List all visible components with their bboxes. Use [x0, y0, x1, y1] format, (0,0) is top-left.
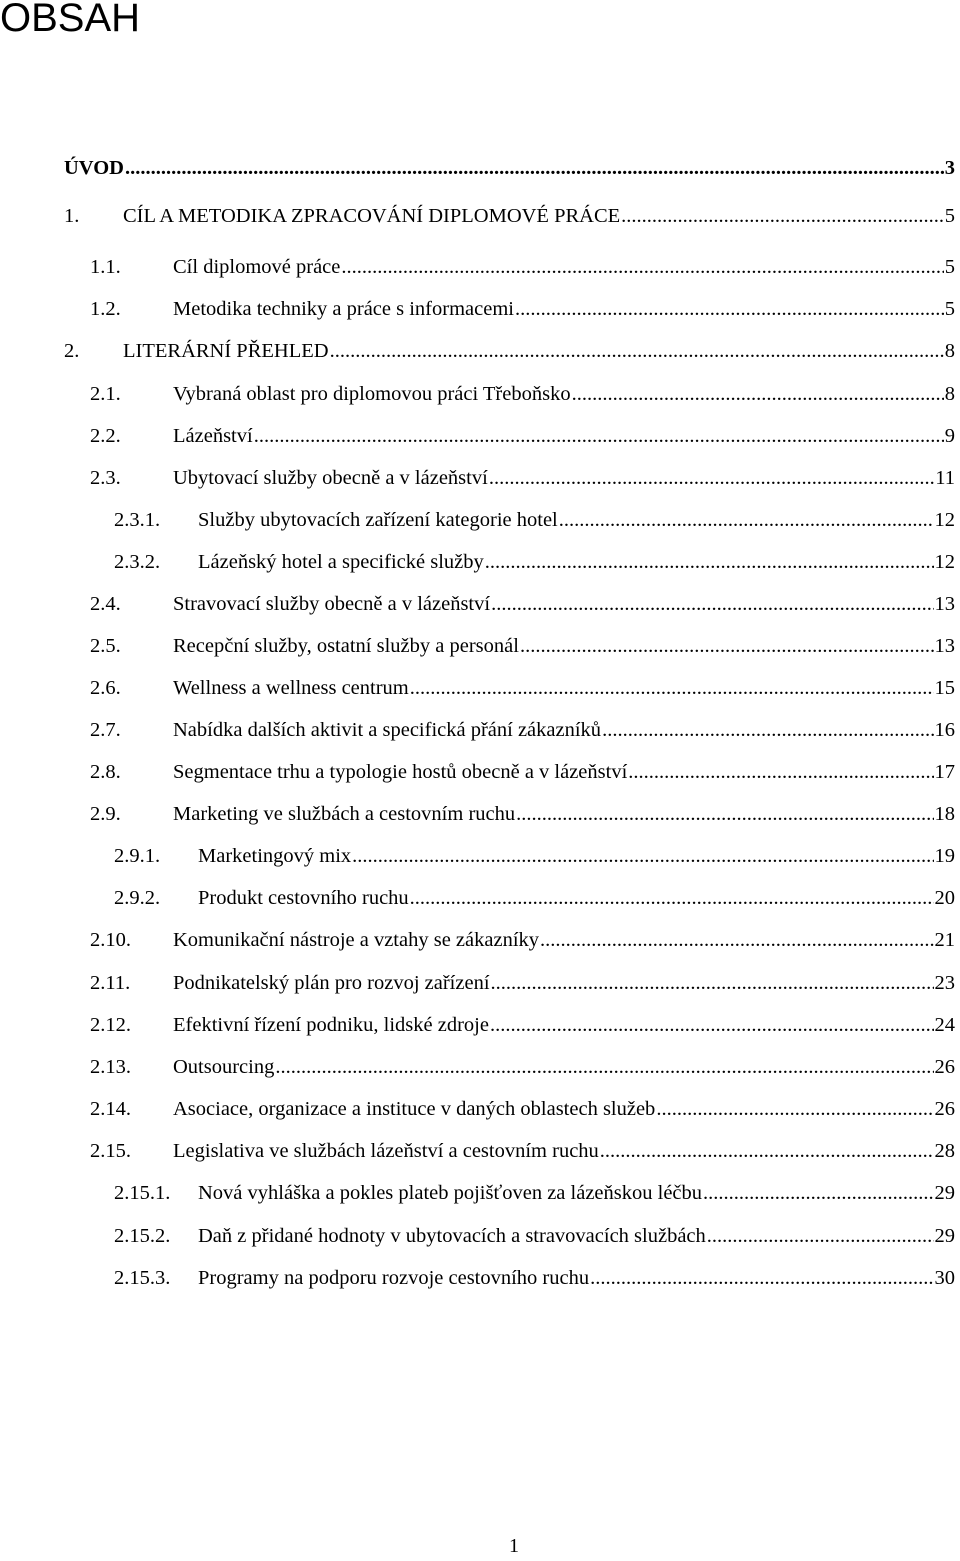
toc-entry[interactable] — [90, 799, 955, 829]
toc-entry-page: 9 — [944, 425, 955, 447]
toc-entry-title: Legislativa ve službách lázeňství a cestovním ruchu — [173, 1140, 599, 1162]
toc-entry-title: Nabídka dalších aktivit a specifická přání zákazníků — [173, 719, 602, 741]
toc-entry-title: Cíl diplomové práce — [173, 256, 341, 278]
toc-entry-page: 26 — [934, 1098, 955, 1120]
toc-leader-dots — [330, 336, 944, 366]
toc-entry-page: 13 — [934, 635, 955, 657]
toc-entry-page: 15 — [934, 677, 955, 699]
toc-entry-title: Outsourcing — [173, 1056, 275, 1078]
toc-entry[interactable] — [90, 968, 955, 998]
toc-leader-dots — [559, 505, 934, 535]
toc-entry-number: 2.1. — [90, 383, 121, 405]
toc-leader-dots — [516, 799, 933, 829]
toc-entry-page: 5 — [944, 205, 955, 227]
toc-entry-page: 18 — [934, 803, 955, 825]
toc-leader-dots — [628, 757, 933, 787]
toc-entry[interactable] — [90, 294, 955, 324]
toc-entry-page: 3 — [944, 157, 955, 179]
toc-entry-number: 2.8. — [90, 761, 121, 783]
toc-entry[interactable] — [114, 505, 955, 535]
toc-entry-title: Efektivní řízení podniku, lidské zdroje — [173, 1014, 489, 1036]
toc-entry-page: 21 — [934, 929, 955, 951]
toc-entry-number: 2.15.1. — [114, 1182, 171, 1204]
toc-leader-dots — [491, 968, 934, 998]
toc-entry-number: 2.11. — [90, 972, 131, 994]
toc-entry-page: 5 — [944, 256, 955, 278]
toc-leader-dots — [254, 421, 944, 451]
toc-entry-number: 2.15.2. — [114, 1225, 171, 1247]
toc-entry[interactable] — [90, 715, 955, 745]
toc-entry[interactable] — [90, 925, 955, 955]
toc-leader-dots — [600, 1136, 934, 1166]
toc-entry[interactable] — [114, 1263, 955, 1293]
toc-entry-number: 2.10. — [90, 929, 131, 951]
toc-entry-number: 1. — [64, 205, 80, 227]
toc-entry[interactable] — [90, 1136, 955, 1166]
toc-leader-dots — [520, 631, 934, 661]
toc-leader-dots — [125, 153, 944, 183]
toc-entry-title: Recepční služby, ostatní služby a personál — [173, 635, 519, 657]
toc-entry-title: Asociace, organizace a instituce v daných oblastech služeb — [173, 1098, 656, 1120]
toc-entry[interactable] — [90, 1094, 955, 1124]
toc-entry-number: 2.2. — [90, 425, 121, 447]
toc-entry-title: Programy na podporu rozvoje cestovního ruchu — [198, 1267, 590, 1289]
toc-entry-number: 2.14. — [90, 1098, 131, 1120]
toc-entry-page: 28 — [934, 1140, 955, 1162]
toc-entry-title: Služby ubytovacích zařízení kategorie hotel — [198, 509, 558, 531]
toc-entry-title: Segmentace trhu a typologie hostů obecně a v lázeňství — [173, 761, 628, 783]
toc-entry-title: Metodika techniky a práce s informacemi — [173, 298, 514, 320]
toc-leader-dots — [515, 294, 944, 324]
toc-entry-number: 2. — [64, 340, 80, 362]
toc-entry[interactable] — [90, 589, 955, 619]
toc-entry-title: ÚVOD — [64, 157, 124, 179]
toc-entry-title: LITERÁRNÍ PŘEHLED — [123, 340, 329, 362]
toc-entry-title: Daň z přidané hodnoty v ubytovacích a stravovacích službách — [198, 1225, 706, 1247]
toc-entry-title: Marketing ve službách a cestovním ruchu — [173, 803, 516, 825]
toc-entry[interactable] — [90, 463, 955, 493]
toc-entry[interactable] — [90, 631, 955, 661]
page-title: OBSAH — [0, 0, 141, 40]
toc-entry-number: 2.5. — [90, 635, 121, 657]
toc-entry-page: 12 — [934, 551, 955, 573]
toc-entry[interactable] — [90, 1052, 955, 1082]
toc-entry[interactable] — [90, 421, 955, 451]
toc-entry-page: 8 — [944, 340, 955, 362]
toc-entry-page: 26 — [934, 1056, 955, 1078]
toc-entry-title: Marketingový mix — [198, 845, 352, 867]
toc-leader-dots — [590, 1263, 933, 1293]
toc-entry-page: 5 — [944, 298, 955, 320]
toc-entry-page: 24 — [934, 1014, 955, 1036]
toc-entry[interactable] — [114, 841, 955, 871]
toc-entry[interactable] — [114, 883, 955, 913]
toc-entry[interactable] — [114, 1221, 955, 1251]
toc-leader-dots — [572, 379, 944, 409]
toc-entry-page: 29 — [934, 1225, 955, 1247]
toc-entry-title: Produkt cestovního ruchu — [198, 887, 409, 909]
toc-entry-number: 1.2. — [90, 298, 121, 320]
toc-entry-number: 2.9.1. — [114, 845, 161, 867]
toc-entry-title: Stravovací služby obecně a v lázeňství — [173, 593, 491, 615]
toc-entry-page: 17 — [934, 761, 955, 783]
toc-entry[interactable] — [90, 252, 955, 282]
toc-entry-page: 29 — [934, 1182, 955, 1204]
toc-entry[interactable] — [90, 379, 955, 409]
toc-leader-dots — [490, 1010, 934, 1040]
toc-entry-page: 30 — [934, 1267, 955, 1289]
toc-leader-dots — [707, 1221, 934, 1251]
toc-leader-dots — [489, 463, 934, 493]
toc-entry-title: Wellness a wellness centrum — [173, 677, 409, 699]
toc-entry-number: 2.3.2. — [114, 551, 161, 573]
toc-entry-title: Lázeňský hotel a specifické služby — [198, 551, 484, 573]
toc-entry[interactable] — [64, 153, 955, 183]
toc-entry-number: 2.15.3. — [114, 1267, 171, 1289]
toc-entry-title: Vybraná oblast pro diplomovou práci Třeboňsko — [173, 383, 571, 405]
toc-leader-dots — [410, 673, 934, 703]
toc-entry-number: 2.12. — [90, 1014, 131, 1036]
toc-leader-dots — [703, 1178, 933, 1208]
toc-entry[interactable] — [64, 201, 955, 231]
toc-leader-dots — [540, 925, 933, 955]
toc-leader-dots — [341, 252, 943, 282]
toc-entry-title: Nová vyhláška a pokles plateb pojišťoven za lázeňskou léčbu — [198, 1182, 703, 1204]
toc-leader-dots — [621, 201, 944, 231]
toc-entry-page: 11 — [935, 467, 955, 489]
toc-entry-page: 13 — [934, 593, 955, 615]
toc-entry-page: 23 — [934, 972, 955, 994]
toc-entry-page: 8 — [944, 383, 955, 405]
toc-leader-dots — [410, 883, 934, 913]
toc-entry[interactable] — [90, 1010, 955, 1040]
toc-entry[interactable] — [90, 673, 955, 703]
toc-entry[interactable] — [64, 336, 955, 366]
toc-entry-page: 16 — [934, 719, 955, 741]
toc-entry[interactable] — [114, 1178, 955, 1208]
toc-entry-page: 20 — [934, 887, 955, 909]
toc-entry-number: 2.4. — [90, 593, 121, 615]
toc-entry-number: 1.1. — [90, 256, 121, 278]
toc-leader-dots — [352, 841, 933, 871]
toc-entry-number: 2.7. — [90, 719, 121, 741]
page-number-text: 1 — [509, 1535, 519, 1557]
toc-entry-number: 2.3.1. — [114, 509, 161, 531]
toc-entry[interactable] — [114, 547, 955, 577]
toc-leader-dots — [485, 547, 934, 577]
toc-entry-number: 2.9.2. — [114, 887, 161, 909]
toc-entry-number: 2.13. — [90, 1056, 131, 1078]
toc-entry[interactable] — [90, 757, 955, 787]
toc-entry-number: 2.6. — [90, 677, 121, 699]
toc-entry-page: 12 — [934, 509, 955, 531]
toc-entry-title: CÍL A METODIKA ZPRACOVÁNÍ DIPLOMOVÉ PRÁCE — [123, 205, 621, 227]
toc-leader-dots — [275, 1052, 933, 1082]
toc-leader-dots — [602, 715, 933, 745]
toc-entry-title: Komunikační nástroje a vztahy se zákazníky — [173, 929, 540, 951]
toc-leader-dots — [491, 589, 933, 619]
toc-entry-page: 19 — [934, 845, 955, 867]
toc-entry-number: 2.15. — [90, 1140, 131, 1162]
toc-entry-title: Lázeňství — [173, 425, 253, 447]
toc-entry-title: Podnikatelský plán pro rozvoj zařízení — [173, 972, 490, 994]
toc-entry-number: 2.9. — [90, 803, 121, 825]
toc-leader-dots — [656, 1094, 933, 1124]
toc-entry-number: 2.3. — [90, 467, 121, 489]
toc-entry-title: Ubytovací služby obecně a v lázeňství — [173, 467, 488, 489]
